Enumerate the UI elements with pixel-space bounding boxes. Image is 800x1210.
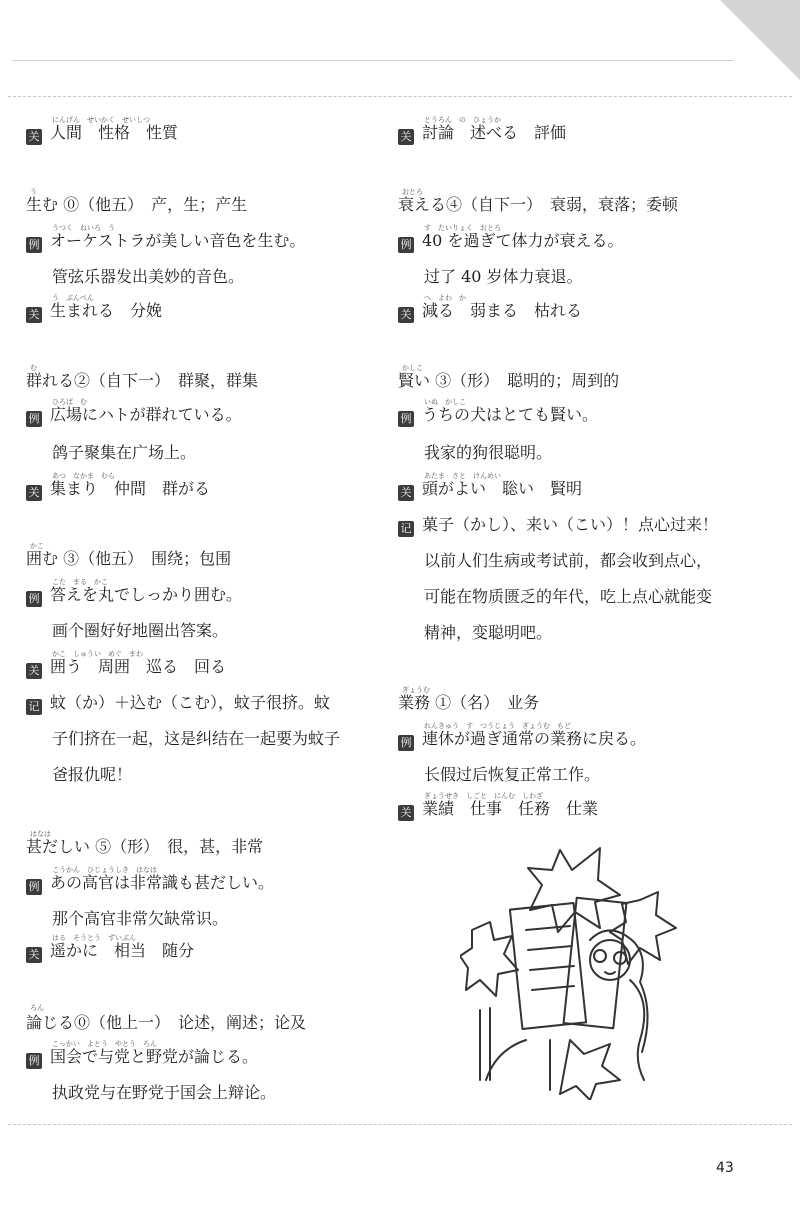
headword-umu: 生む ⓪（他五） 产，生；产生 [26,195,248,214]
related-words-row [398,122,566,145]
translation: 那个高官非常欠缺常识。 [52,909,229,928]
related-words: 遥かに 相当 随分 [50,941,195,960]
example-sentence: 国会で与党と野党が論じる。 [50,1047,259,1066]
example-row [26,1046,258,1069]
memo-row [26,692,330,715]
example-badge: 例 [26,411,42,427]
bottom-dashed-divider [8,1124,792,1125]
ruby: こた まる かこ [52,578,108,586]
headword-ronjiru: 論じる⓪（他上一） 论述，阐述；论及 [26,1013,307,1032]
related-words-row [26,300,162,323]
memo-line: 菓子（かし）、来い（こい）！点心过来！ [422,515,719,534]
headword-mureru: 群れる②（自下一） 群聚，群集 [26,371,259,390]
kan-badge: 关 [26,485,42,501]
related-words: 囲う 周囲 巡る 回る [50,657,227,676]
headword-kashikoi: 賢い ③（形） 聪明的；周到的 [398,371,620,390]
ruby: こっかい よとう やとう ろん [52,1040,157,1048]
ruby: こうかん ひじょうしき はなは [52,866,157,874]
related-words: 生まれる 分娩 [50,301,163,320]
translation: 画个圈好好地圈出答案。 [52,621,229,640]
ruby: へ よわ か [424,294,466,302]
translation: 我家的狗很聪明。 [424,443,553,462]
translation: 执政党与在野党于国会上辩论。 [52,1083,277,1102]
kan-badge: 关 [398,805,414,821]
top-rule [12,60,734,61]
ruby: とうろん の ひょうか [424,116,501,124]
related-words: 人間 性格 性質 [50,123,179,142]
ruby: う ぶんべん [52,294,94,302]
kan-badge: 关 [26,307,42,323]
headword-kakomu: 囲む ③（他五） 围绕；包围 [26,549,232,568]
kan-badge: 关 [26,947,42,963]
related-words-row [26,656,226,679]
kan-badge: 关 [398,485,414,501]
example-badge: 例 [26,591,42,607]
ruby: す たいりょく おとろ [424,224,501,232]
memo-line: 可能在物质匮乏的年代，吃上点心就能变 [424,587,713,606]
memo-line: 蚊（か）＋込む（こむ），蚊子很挤。蚊 [50,693,331,712]
ruby: はなは [30,830,51,838]
ruby: かこ [30,542,44,550]
translation: 过了 40 岁体力衰退。 [424,267,583,286]
related-words-row [398,300,582,323]
related-words: 業績 仕事 任務 仕業 [422,799,599,818]
kan-badge: 关 [26,663,42,679]
example-sentence: 広場にハトが群れている。 [50,405,242,424]
example-row [398,404,598,427]
related-words-row [26,122,178,145]
ruby: はる そうとう ずいぶん [52,934,136,942]
example-row [398,728,646,751]
ruby: ぎょうせき しごと にんむ しわざ [424,792,543,800]
related-words: 減る 弱まる 枯れる [422,301,583,320]
ruby: おとろ [402,188,423,196]
example-sentence: うちの犬はとても賢い。 [422,405,599,424]
ruby: あつ なかま むら [52,472,115,480]
memo-line: 精神，变聪明吧。 [424,623,553,642]
memo-line: 爸报仇呢！ [52,765,133,784]
example-row [26,872,274,895]
example-badge: 例 [398,237,414,253]
example-row [26,584,242,607]
example-row [398,230,623,253]
ruby: にんげん せいかく せいしつ [52,116,150,124]
example-badge: 例 [26,1053,42,1069]
related-words-row [26,940,194,963]
memo-badge: 记 [398,521,414,537]
example-sentence: 答えを丸でしっかり囲む。 [50,585,243,604]
ruby: ひろば む [52,398,87,406]
memo-line: 子们挤在一起，这是纠结在一起要为蚊子 [52,729,341,748]
example-badge: 例 [398,411,414,427]
example-badge: 例 [398,735,414,751]
related-words-row [26,478,210,501]
related-words: 頭がよい 聡い 賢明 [422,479,583,498]
ruby: かこ しゅうい めぐ まわ [52,650,143,658]
example-row [26,404,242,427]
related-words-row [398,798,598,821]
memo-row [398,514,718,537]
ruby: あたま さと けんめい [424,472,501,480]
headword-gyoumu: 業務 ①（名） 业务 [398,693,540,712]
translation: 管弦乐器发出美妙的音色。 [52,267,245,286]
ruby: ろん [30,1004,44,1012]
top-dashed-divider [8,96,792,97]
related-words: 討論 述べる 評価 [422,123,567,142]
related-words: 集まり 仲間 群がる [50,479,211,498]
example-sentence: あの高官は非常識も甚だしい。 [50,873,275,892]
page-number: 43 [716,1160,734,1176]
example-badge: 例 [26,879,42,895]
memo-badge: 记 [26,699,42,715]
ruby: れんきゅう す つうじょう ぎょうむ もど [424,722,571,730]
related-words-row [398,478,582,501]
example-sentence: オーケストラが美しい音色を生む。 [50,231,306,250]
ruby: かしこ [402,364,423,372]
ruby: ぎょうむ [402,686,430,694]
ruby: うつく ねいろ う [52,224,115,232]
example-row [26,230,305,253]
kan-badge: 关 [26,129,42,145]
headword-otoroeru: 衰える④（自下一） 衰弱，衰落；委顿 [398,195,679,214]
kan-badge: 关 [398,307,414,323]
example-sentence: 40 を過ぎて体力が衰える。 [422,231,624,250]
ruby: う [30,188,37,196]
ruby: む [30,364,37,372]
translation: 鸽子聚集在广场上。 [52,443,197,462]
cartoon-girl-with-book-icon [460,840,680,1100]
example-badge: 例 [26,237,42,253]
ruby: いぬ かしこ [424,398,466,406]
kan-badge: 关 [398,129,414,145]
example-sentence: 連休が過ぎ通常の業務に戻る。 [422,729,647,748]
memo-line: 以前人们生病或考试前，都会收到点心， [424,551,713,570]
headword-hanahadashii: 甚だしい ⑤（形） 很，甚，非常 [26,837,264,856]
page-corner-fold [720,0,800,80]
translation: 长假过后恢复正常工作。 [424,765,601,784]
